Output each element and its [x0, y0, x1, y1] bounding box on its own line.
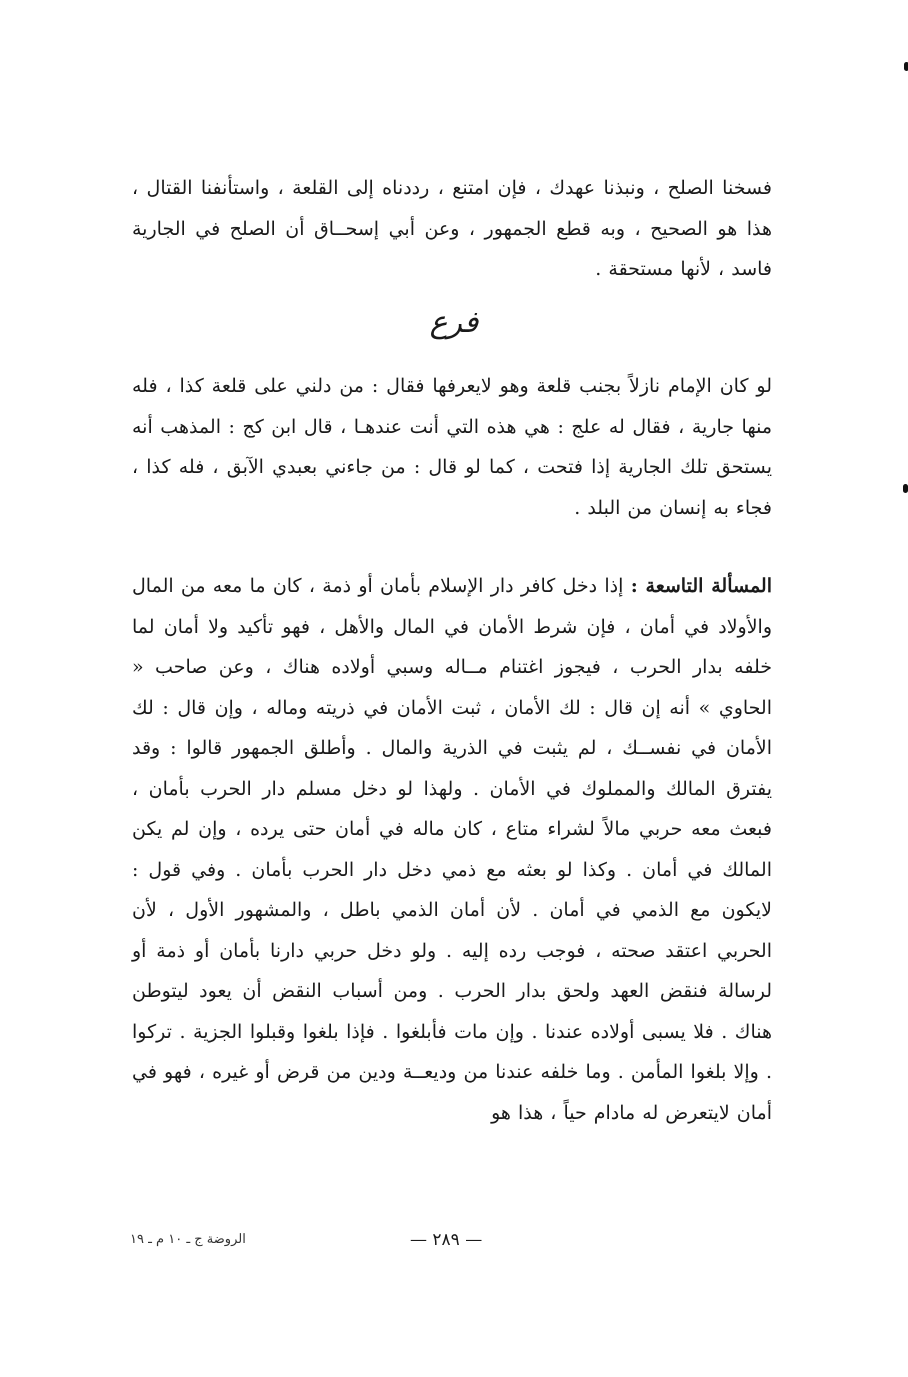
- paragraph-far: لو كان الإمام نازلاً بجنب قلعة وهو لايعرفها فقال : من دلني على قلعة كذا ، فله منها جارية ، فقال له علج : هي هذه التي أنت عندهـا ، قال ابن كج : المذهب أنه يستحق تلك الجارية إذا فتحت ، كما لو قال : من جاءني بعبدي الآبق ، فله كذا ، فجاء به إنسان من البلد .: [132, 375, 772, 519]
- masala-lead: المسألة التاسعة :: [630, 575, 772, 597]
- page-number: — ٢٨٩ —: [410, 1230, 483, 1250]
- scan-mark: [904, 62, 908, 71]
- scan-mark: [903, 484, 908, 493]
- section-heading: فرع: [429, 305, 479, 340]
- masala-body: إذا دخل كافر دار الإسلام بأمان أو ذمة ، كان ما معه من المال والأولاد في أمان ، فإن شرط الأمان في المال والأهل ، فهو تأكيد ولا أمان لما خلفه بدار الحرب ، فيجوز اغتنام مــاله وسبي أولاده هناك ، وعن صاحب « الحاوي » أنه إن قال : لك الأمان ، ثبت الأمان في ذريته وماله ، وإن قال : لك الأمان في نفســك ، لم يثبت في الذرية والمال . وأطلق الجمهور قالوا : وقد يفترق المالك والمملوك في الأمان . ولهذا لو دخل مسلم دار الحرب بأمان ، فبعث معه حربي مالاً لشراء متاع ، كان ماله في أمان حتى يرده ، وإن لم يكن المالك في أمان . وكذا لو بعثه مع ذمي دخل دار الحرب بأمان . وفي قول : لايكون مع الذمي في أمان . لأن أمان الذمي باطل ، والمشهور الأول ، لأن الحربي اعتقد صحته ، فوجب رده إليه . ولو دخل حربي دارنا بأمان أو ذمة أو لرسالة فنقض العهد ولحق بدار الحرب . ومن أسباب النقض أن يعود ليتوطن هناك . فلا يسبى أولاده عندنا . وإن مات فأبلغوا . فإذا بلغوا وقبلوا الجزية . تركوا . وإلا بلغوا المأمن . وما خلفه عندنا من وديعــة ودين من قرض أو غيره ، فهو في أمان لايتعرض له مادام حياً ، هذا هو: [132, 575, 772, 1124]
- page-footer: [130, 1230, 530, 1260]
- book-reference: الروضة ج ـ ١٠ م ـ ١٩: [130, 1232, 246, 1247]
- paragraph-masala: [132, 566, 772, 1133]
- paragraph-continuation: فسخنا الصلح ، ونبذنا عهدك ، فإن امتنع ، رددناه إلى القلعة ، واستأنفنا القتال ، هذا هو الصحيح ، وبه قطع الجمهور ، وعن أبي إسحــاق أن الصلح في الجارية فاسد ، لأنها مستحقة .: [132, 177, 772, 280]
